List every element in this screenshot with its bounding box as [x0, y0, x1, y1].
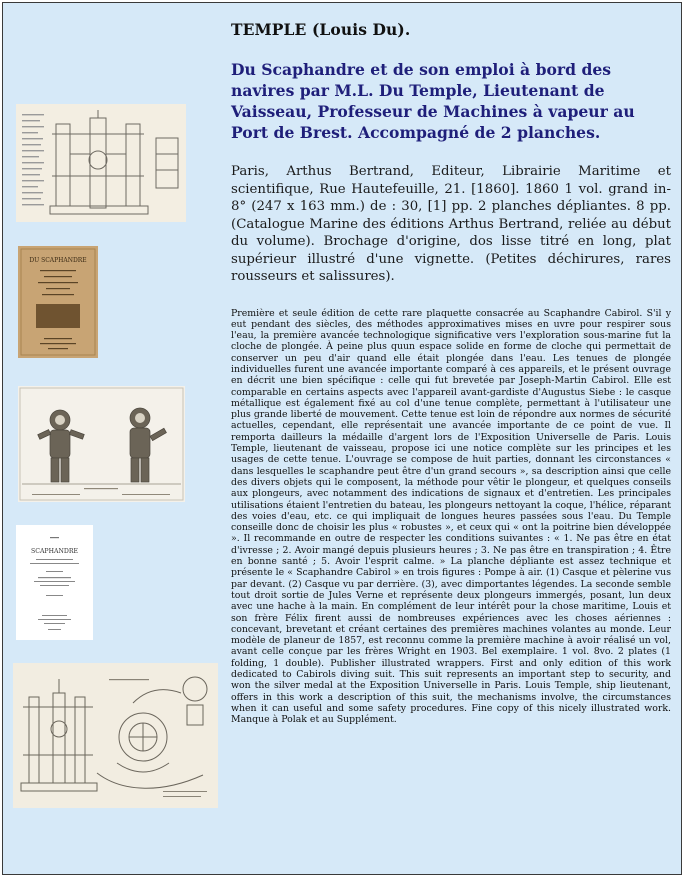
- plate-helmet-thumbnail[interactable]: [13, 663, 218, 808]
- plate-helmet-illustration: [13, 663, 218, 808]
- title-page-text: SCAPHANDRE: [30, 548, 79, 555]
- bibliographic-details: Paris, Arthus Bertrand, Editeur, Librairie Maritime et scientifique, Rue Hautefeuille, 21. [1860]. 1860 1 vol. grand in-8° (247 x 163 mm.) de : 30, [1] pp. 2 planches dépliantes. 8 pp. (Catalogue Marine des éditions Arthus Bertrand, reliée au début du volume). Brochage d'origine, dos lisse titré en long, plat supérieur illustré d'une vignette. (Petites déchirures, rares rousseurs et salissures).: [231, 164, 671, 284]
- plate-technical-illustration: [16, 104, 186, 222]
- author-heading: TEMPLE (Louis Du).: [231, 20, 411, 39]
- book-title: Du Scaphandre et de son emploi à bord des navires par M.L. Du Temple, Lieutenant de Vaisseau, Professeur de Machines à vapeur au Port de Brest. Accompagné de 2 planches.: [231, 60, 635, 142]
- cover-illustration: [18, 246, 98, 358]
- title-page-thumbnail[interactable]: [16, 525, 93, 640]
- text-column: [231, 20, 671, 725]
- book-description: Première et seule édition de cette rare plaquette consacrée au Scaphandre Cabirol. S'il y eut pendant des siècles, des méthodes approximatives mises en uvre pour respirer sous l'eau, la première avancée technologique significative vers l'exploration sous-marine fut la cloche de plongée. À peine plus quun espace solide en forme de cloche qui permettait de conserver un peu d'air quand elle était plongée dans l'eau. Les tenues de plongée individuelles furent une avancée importante comparé à ces appareils, et le présent ouvrage en décrit une bien spécifique : celle qui fut brevetée par Joseph-Martin Cabirol. Elle est comparable en certains aspects avec l'appareil avant-gardiste d'Augustus Siebe : le casque métallique est également fixé au col d'une tenue complète, permettant à l'utilisateur une plus grande liberté de mouvement. Cette tenue est loin de répondre aux normes de sécurité actuelles, cependant, elle représentait une avancée importante de ce point de vue. Il remporta dailleurs la médaille d'argent lors de l'Exposition Universelle de Paris. Louis Temple, lieutenant de vaisseau, propose ici une notice complète sur les principes et les usages de cette tenue. L'ouvrage se compose de huit parties, donnant les circonstances « dans lesquelles le scaphandre peut être d'un grand secours », sa description ainsi que celle des divers objets qui le composent, la méthode pour vêtir le plongeur, et quelques conseils aux plongeurs, avec notamment des indications de signaux et d'entretien. Les principales utilisations étaient l'entretien du bateau, les plongeurs nettoyant la coque, l'hélice, réparant des voies d'eau, etc. ce qui impliquait de longues heures passées sous l'eau. Du Temple conseille donc de choisir les plus « robustes », et ceux qui « ont la poitrine bien développée ». Il recommande en outre de respecter les conditions suivantes : « 1. Ne pas être en état d'ivresse ; 2. Avoir mangé depuis plusieurs heures ; 3. Ne pas être en transpiration ; 4. Être en bonne santé ; 5. Avoir l'esprit calme. » La planche dépliante est assez technique et présente le « Scaphandre Cabirol » en trois figures : Pompe à air. (1) Casque et pèlerine vus par devant. (2) Casque vu par derrière. (3), avec dimportantes légendes. La seconde semble tout droit sortie de Jules Verne et représente deux plongeurs immergés, posant, lun deux avec une hache à la main. En complément de leur intérêt pour la chose maritime, Louis et son frère Félix firent aussi de nombreuses expériences avec les choses aériennes : concevant, brevetant et créant certaines des premières machines volantes au monde. Leur modèle de planeur de 1857, est reconnu comme la première machine à avoir réalisé un vol, avant celle conçue par les frères Wright en 1903. Bel exemplaire. 1 vol. 8vo. 2 plates (1 folding, 1 double). Publisher illustrated wrappers. First and only edition of this work dedicated to Cabirols diving suit. This suit represents an important step to security, and won the silver medal at the Exposition Universelle in Paris. Louis Temple, ship lieutenant, offers in this work a description of this suit, the mechanisms involve, the circumstances when it can useful and some safety procedures. Fine copy of this nicely illustrated work. Manque à Polak et au Supplément.: [231, 307, 671, 726]
- plate-divers-thumbnail[interactable]: [18, 386, 185, 502]
- plate-divers-illustration: [18, 386, 185, 502]
- plate-technical-thumbnail[interactable]: [16, 104, 186, 222]
- cover-title-text: DU SCAPHANDRE: [29, 257, 87, 264]
- cover-thumbnail[interactable]: [18, 246, 98, 358]
- image-column: [3, 3, 218, 874]
- listing-panel: [2, 2, 682, 875]
- title-page-illustration: [16, 525, 93, 640]
